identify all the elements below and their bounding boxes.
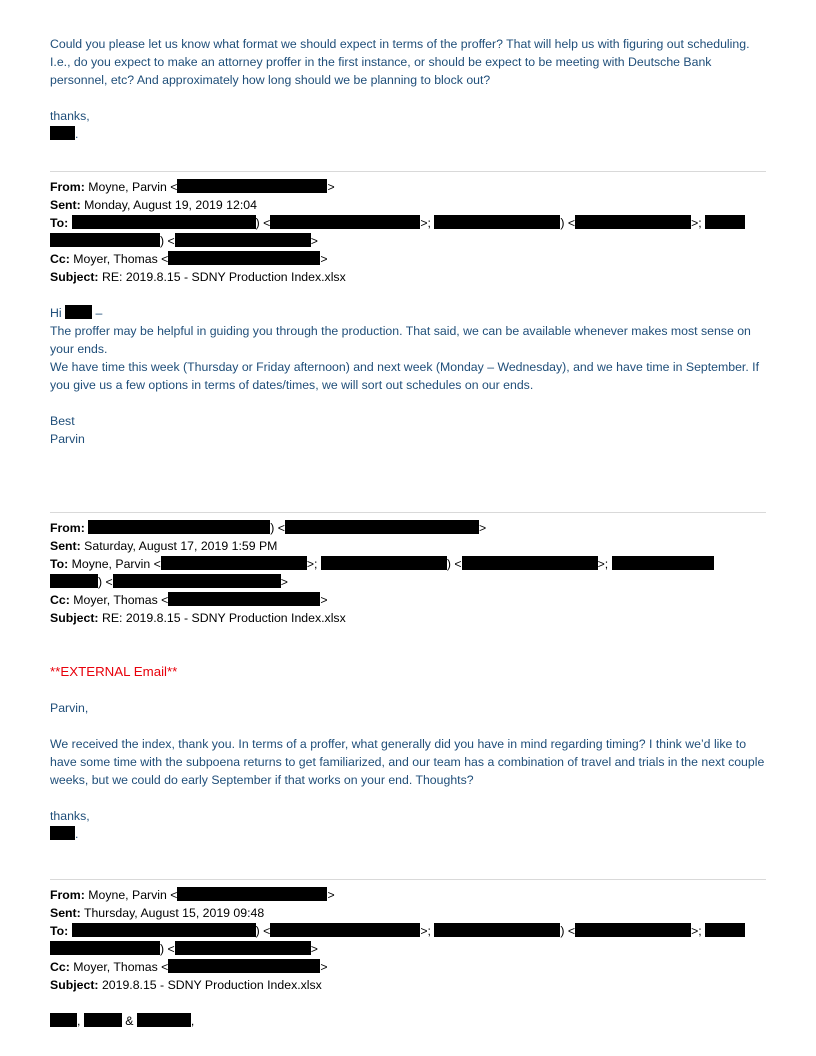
to-line: To: ) < >; ) < >;: [50, 922, 766, 940]
redaction: [50, 941, 160, 955]
greeting: , & ,: [50, 1012, 766, 1030]
redaction: [168, 251, 320, 265]
to-line-cont: ) < >: [50, 232, 766, 250]
top-message-body: Could you please let us know what format we should expect in terms of the proffer? That will help us with figuring out scheduling. I.e., do you expect to make an attorney proffer in the first instance, or should be expect to be meeting with Deutsche Bank personnel, etc? And approximately how long should we be planning to block out?: [50, 37, 750, 87]
redaction: [462, 556, 598, 570]
divider: [50, 171, 766, 172]
redaction: [50, 233, 160, 247]
body-paragraph: We received the index, thank you. In terms of a proffer, what generally did you have in mind regarding timing? I think we’d like to have some time with the subpoena returns to get familiarized, and our team has a combination of travel and trials in the next couple weeks, but we could do early September if that works on your end. Thoughts?: [50, 737, 765, 787]
redaction: [50, 826, 75, 840]
redaction: [50, 1013, 77, 1027]
redaction: [434, 215, 560, 229]
cc-line: Cc: Moyer, Thomas < >: [50, 252, 328, 266]
email-thread: [50, 35, 766, 1030]
redaction: [168, 592, 320, 606]
top-message-closing: thanks,: [50, 109, 90, 123]
email-header-1: [50, 178, 766, 286]
redaction: [50, 126, 75, 140]
email-body-1: [50, 304, 766, 448]
top-message: [50, 35, 766, 143]
redaction: [177, 179, 327, 193]
email-body-2: [50, 699, 766, 843]
external-email-tag: **EXTERNAL Email**: [50, 664, 178, 679]
redaction: [612, 556, 714, 570]
body-paragraph: We have time this week (Thursday or Friday afternoon) and next week (Monday – Wednesday), and we have time in September. If you give us a few options in terms of dates/times, we will sort out schedules on our ends.: [50, 360, 760, 392]
redaction: [285, 520, 479, 534]
top-message-signature: .: [50, 125, 766, 143]
from-line: From: ) < >: [50, 521, 487, 535]
to-line: To: Moyne, Parvin < >; ) < >;: [50, 555, 766, 573]
redaction: [434, 923, 560, 937]
from-line: From: Moyne, Parvin < >: [50, 180, 335, 194]
redaction: [175, 941, 311, 955]
redaction: [72, 923, 256, 937]
sent-line: Sent: Monday, August 19, 2019 12:04: [50, 198, 257, 212]
email-header-2: [50, 519, 766, 627]
sent-line: Sent: Saturday, August 17, 2019 1:59 PM: [50, 539, 278, 553]
redaction: [137, 1013, 191, 1027]
redaction: [705, 215, 745, 229]
subject-line: Subject: RE: 2019.8.15 - SDNY Production Index.xlsx: [50, 611, 346, 625]
redaction: [177, 887, 327, 901]
redaction: [575, 923, 691, 937]
divider: [50, 512, 766, 513]
email-header-3: [50, 886, 766, 994]
redaction: [65, 305, 92, 319]
from-line: From: Moyne, Parvin < >: [50, 888, 335, 902]
sent-line: Sent: Thursday, August 15, 2019 09:48: [50, 906, 265, 920]
redaction: [705, 923, 745, 937]
to-line-cont: ) < >: [50, 940, 766, 958]
redaction: [113, 574, 281, 588]
redaction: [161, 556, 307, 570]
signature: Parvin: [50, 432, 85, 446]
redaction: [270, 923, 420, 937]
redaction: [575, 215, 691, 229]
greeting: Hi –: [50, 306, 103, 320]
subject-line: Subject: 2019.8.15 - SDNY Production Index.xlsx: [50, 978, 322, 992]
greeting: Parvin,: [50, 701, 89, 715]
body-paragraph: The proffer may be helpful in guiding you through the production. That said, we can be available whenever makes most sense on your ends.: [50, 324, 751, 356]
to-line: To: ) < >; ) < >;: [50, 214, 766, 232]
redaction: [175, 233, 311, 247]
redaction: [50, 574, 98, 588]
redaction: [72, 215, 256, 229]
cc-line: Cc: Moyer, Thomas < >: [50, 960, 328, 974]
divider: [50, 879, 766, 880]
closing: thanks,: [50, 809, 90, 823]
redaction: [321, 556, 447, 570]
to-line-cont: ) < >: [50, 573, 766, 591]
redaction: [88, 520, 270, 534]
subject-line: Subject: RE: 2019.8.15 - SDNY Production Index.xlsx: [50, 270, 346, 284]
cc-line: Cc: Moyer, Thomas < >: [50, 593, 328, 607]
redaction: [270, 215, 420, 229]
signature: .: [50, 825, 766, 843]
redaction: [168, 959, 320, 973]
closing: Best: [50, 414, 75, 428]
redaction: [84, 1013, 122, 1027]
